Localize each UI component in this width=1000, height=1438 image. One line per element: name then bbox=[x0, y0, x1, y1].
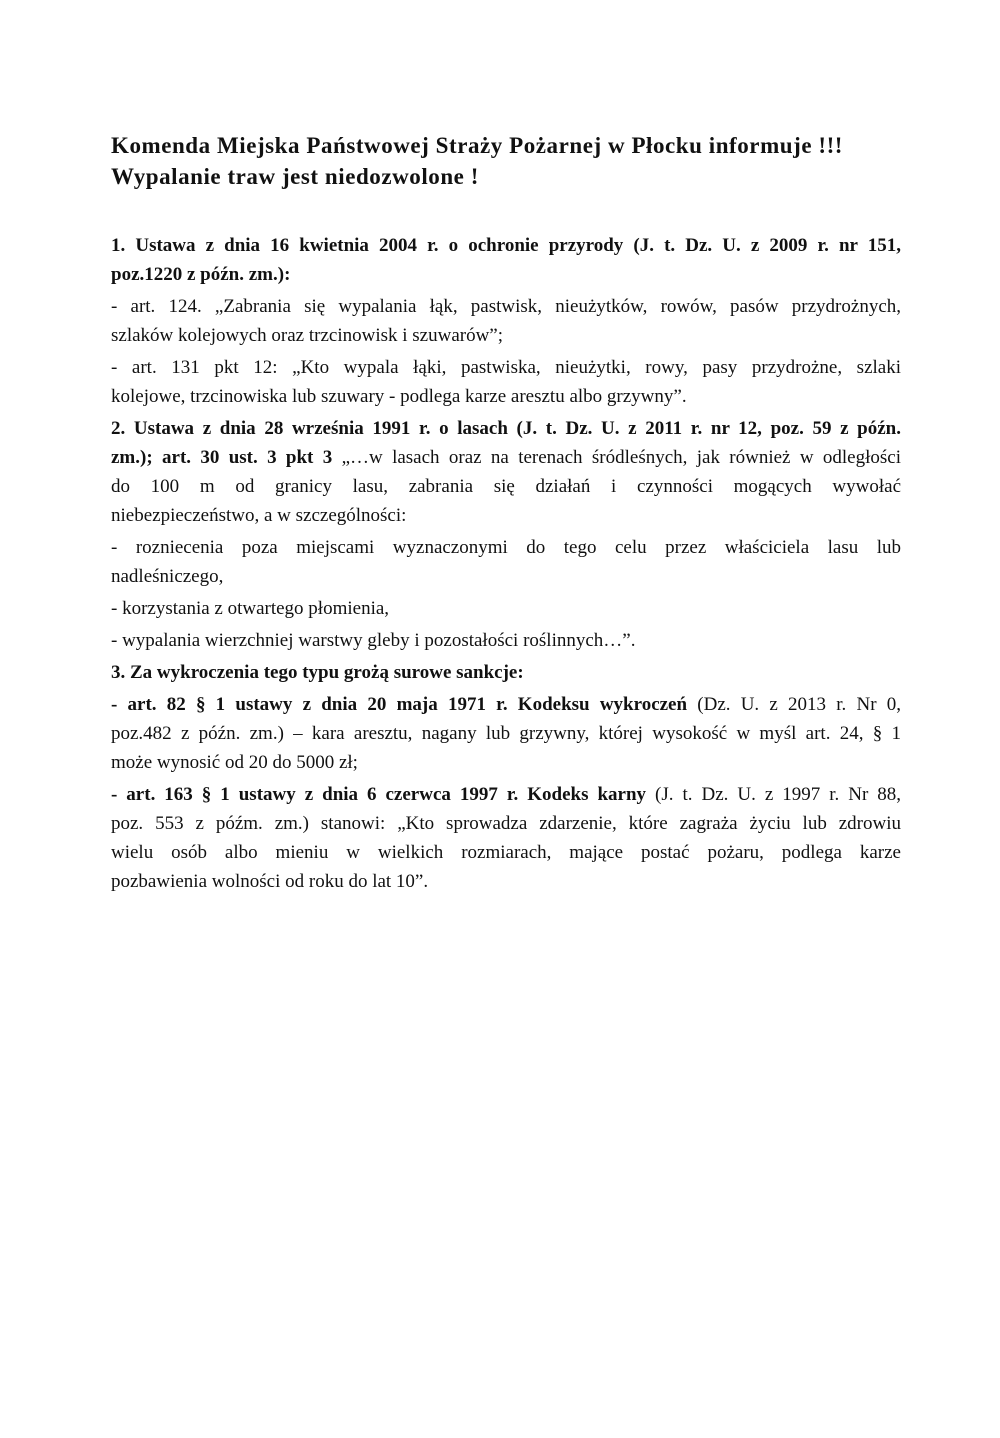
art-163-paragraph bbox=[111, 780, 901, 896]
section-2-item-2 bbox=[111, 594, 901, 623]
art-163-text-1: (J. t. Dz. U. z 1997 r. Nr 88, bbox=[646, 784, 902, 805]
section-2-heading-line-1: 2. Ustawa z dnia 28 września 1991 r. o lasach (J. t. Dz. U. z 2011 r. nr 12, poz. 59 z późn. bbox=[111, 418, 901, 439]
section-2-item-1 bbox=[111, 533, 901, 591]
art-30-quote-start: „…w lasach oraz na terenach śródleśnych, jak również w odległości bbox=[332, 447, 901, 468]
art-163-line-3: wielu osób albo mieniu w wielkich rozmiarach, mające postać pożaru, podlega karze bbox=[111, 842, 901, 863]
section-2-item-1-line-2: nadleśniczego, bbox=[111, 566, 224, 587]
art-82-line-2: poz.482 z późn. zm.) – kara aresztu, nagany lub grzywny, której wysokość w myśl art. 24, § 1 bbox=[111, 723, 901, 744]
section-1-heading-line-1: 1. Ustawa z dnia 16 kwietnia 2004 r. o ochronie przyrody (J. t. Dz. U. z 2009 r. nr 151, bbox=[111, 235, 901, 256]
section-2-paragraph bbox=[111, 414, 901, 530]
section-2-item-3-line: - wypalania wierzchniej warstwy gleby i pozostałości roślinnych…”. bbox=[111, 630, 636, 651]
section-1-heading-line-2: poz.1220 z późn. zm.): bbox=[111, 264, 291, 285]
section-2-heading-line-2 bbox=[111, 443, 901, 472]
section-3-heading bbox=[111, 658, 901, 687]
art-82-line-1 bbox=[111, 690, 901, 719]
section-2-item-1-line-1: - rozniecenia poza miejscami wyznaczonymi do tego celu przez właściciela lasu lub bbox=[111, 537, 901, 558]
section-2-line-3: do 100 m od granicy lasu, zabrania się działań i czynności mogących wywołać bbox=[111, 476, 901, 497]
art-82-reference: - art. 82 § 1 ustawy z dnia 20 maja 1971 r. Kodeksu wykroczeń bbox=[111, 694, 688, 715]
art-131-line-2: kolejowe, trzcinowiska lub szuwary - podlega karze aresztu albo grzywny”. bbox=[111, 386, 687, 407]
art-163-line-2: poz. 553 z późm. zm.) stanowi: „Kto sprowadza zdarzenie, które zagraża życiu lub zdrowiu bbox=[111, 813, 901, 834]
art-131-line-1: - art. 131 pkt 12: „Kto wypala łąki, pastwiska, nieużytki, rowy, pasy przydrożne, szlaki bbox=[111, 357, 901, 378]
title-line-2: Wypalanie traw jest niedozwolone ! bbox=[111, 164, 479, 189]
art-163-reference: - art. 163 § 1 ustawy z dnia 6 czerwca 1997 r. Kodeks karny bbox=[111, 784, 647, 805]
document-title bbox=[111, 130, 901, 192]
art-131-paragraph bbox=[111, 353, 901, 411]
document-page bbox=[111, 130, 901, 899]
section-2-line-4: niebezpieczeństwo, a w szczególności: bbox=[111, 505, 407, 526]
art-124-line-2: szlaków kolejowych oraz trzcinowisk i szuwarów”; bbox=[111, 325, 504, 346]
art-82-text-1: (Dz. U. z 2013 r. Nr 0, bbox=[687, 694, 901, 715]
section-1-heading bbox=[111, 231, 901, 289]
art-124-line-1: - art. 124. „Zabrania się wypalania łąk, pastwisk, nieużytków, rowów, pasów przydrożnych, bbox=[111, 296, 901, 317]
art-30-reference: zm.); art. 30 ust. 3 pkt 3 bbox=[111, 447, 333, 468]
art-163-line-4: pozbawienia wolności od roku do lat 10”. bbox=[111, 871, 429, 892]
art-124-paragraph bbox=[111, 292, 901, 350]
section-3-heading-line: 3. Za wykroczenia tego typu grożą surowe sankcje: bbox=[111, 662, 524, 683]
section-2-item-3 bbox=[111, 626, 901, 655]
art-82-paragraph bbox=[111, 690, 901, 777]
art-82-line-3: może wynosić od 20 do 5000 zł; bbox=[111, 752, 358, 773]
title-line-1: Komenda Miejska Państwowej Straży Pożarnej w Płocku informuje !!! bbox=[111, 133, 844, 158]
section-2-item-2-line: - korzystania z otwartego płomienia, bbox=[111, 598, 390, 619]
art-163-line-1 bbox=[111, 780, 901, 809]
